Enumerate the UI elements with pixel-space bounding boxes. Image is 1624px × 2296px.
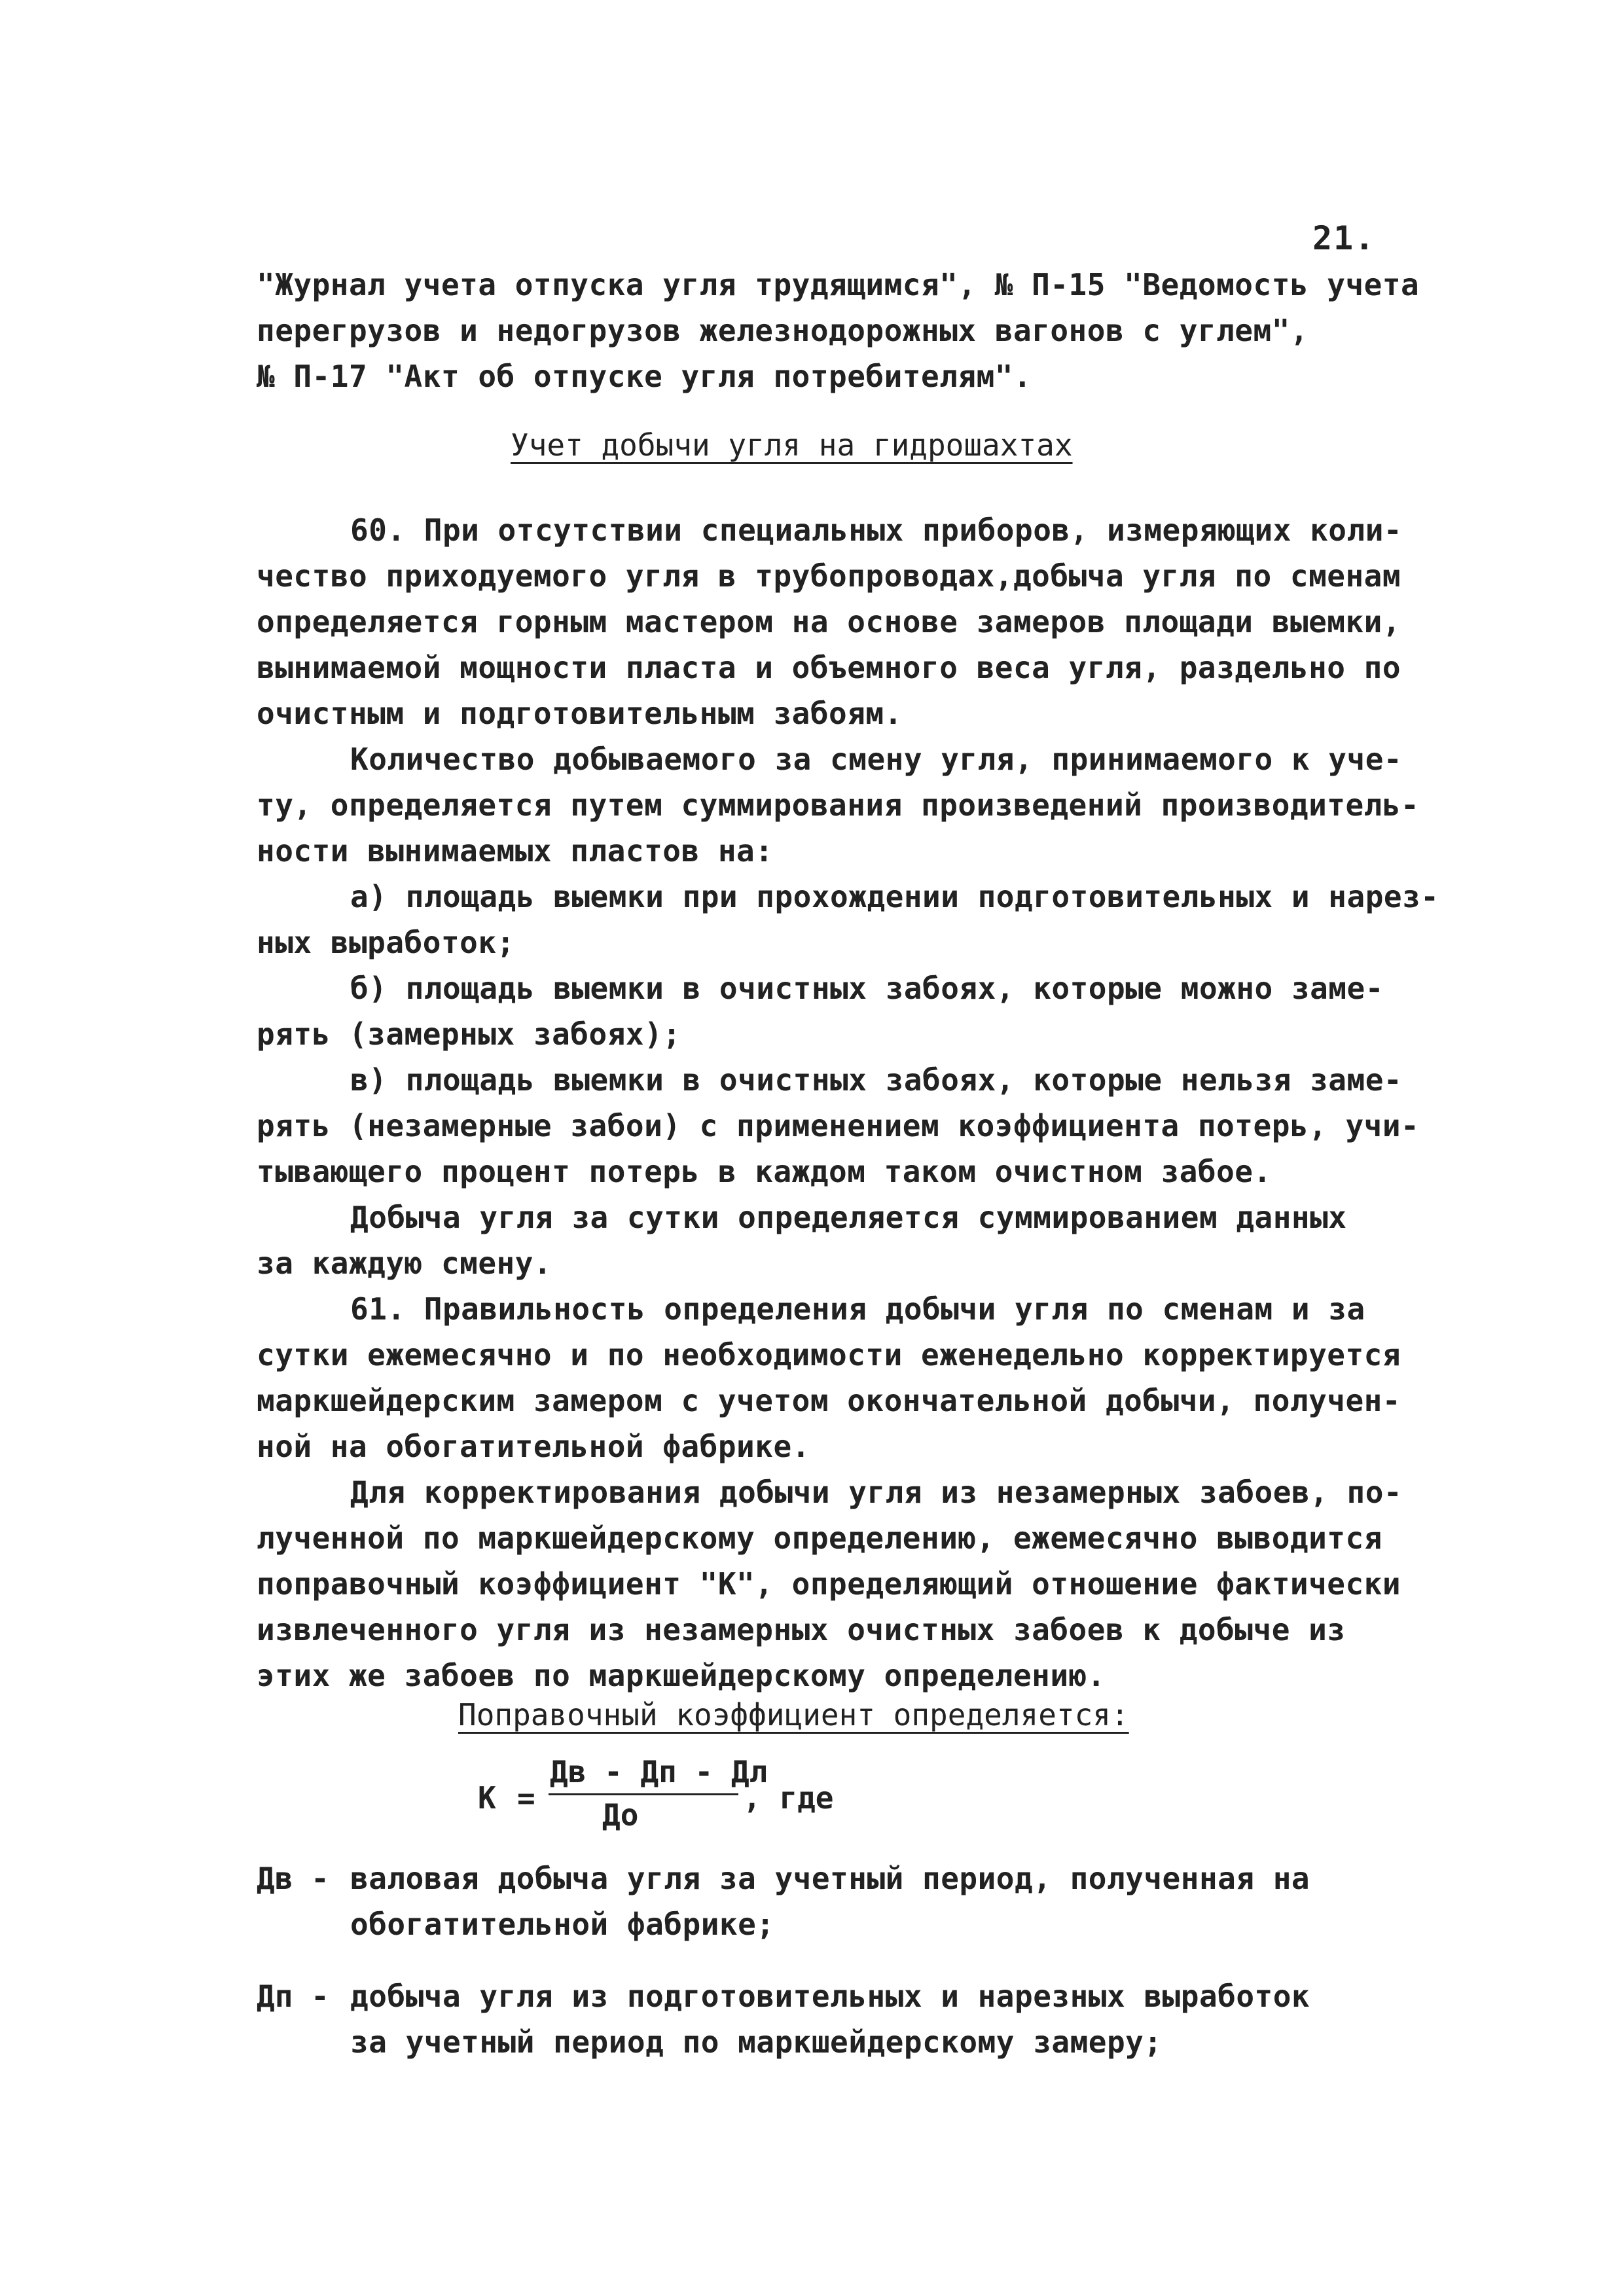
page-number: 21.: [1312, 219, 1376, 257]
formula-lhs: К: [478, 1780, 496, 1816]
text-line: № П-17 "Акт об отпуске угля потребителям".: [257, 359, 1032, 394]
text-line: Добыча угля за сутки определяется суммированием данных: [350, 1200, 1347, 1235]
text-line: за каждую смену.: [257, 1246, 552, 1281]
text-line: рять (замерных забоях);: [257, 1016, 681, 1052]
list-item: в) площадь выемки в очистных забоях, которые нельзя заме-: [350, 1062, 1403, 1098]
list-item: б) площадь выемки в очистных забоях, которые можно заме-: [350, 971, 1384, 1006]
section-heading: Учет добычи угля на гидрошахтах: [511, 427, 1073, 463]
text-line: ту, определяется путем суммирования произведений производитель-: [257, 787, 1420, 823]
fraction-bar: [549, 1793, 738, 1795]
formula-denominator: До: [602, 1797, 639, 1833]
text-line: ной на обогатительной фабрике.: [257, 1429, 810, 1464]
text-line: вынимаемой мощности пласта и объемного веса угля, раздельно по: [257, 650, 1401, 685]
text-line: поправочный коэффициент "К", определяющий отношение фактически: [257, 1566, 1401, 1602]
formula-tail: , где: [743, 1780, 834, 1816]
text-line: "Журнал учета отпуска угля трудящимся", № П-15 "Ведомость учета: [257, 267, 1420, 302]
definition-text: валовая добыча угля за учетный период, полученная на: [350, 1861, 1310, 1896]
text-line: очистным и подготовительным забоям.: [257, 696, 903, 731]
text-line: Количество добываемого за смену угля, принимаемого к уче-: [350, 742, 1403, 777]
text-line: чество приходуемого угля в трубопроводах,добыча угля по сменам: [257, 558, 1401, 594]
text-line: этих же забоев по маркшейдерскому определению.: [257, 1658, 1106, 1693]
definition-term: Дп -: [257, 1979, 329, 2014]
text-line: лученной по маркшейдерскому определению, ежемесячно выводится: [257, 1520, 1382, 1556]
text-line: 61. Правильность определения добычи угля по сменам и за: [350, 1291, 1365, 1327]
text-line: Для корректирования добычи угля из незамерных забоев, по-: [350, 1475, 1403, 1510]
definition-text: обогатительной фабрике;: [350, 1907, 775, 1942]
text-line: извлеченного угля из незамерных очистных забоев к добыче из: [257, 1612, 1346, 1647]
section-heading: Поправочный коэффициент определяется:: [458, 1697, 1129, 1732]
definition-text: добыча угля из подготовительных и нарезных выработок: [350, 1979, 1310, 2014]
text-line: 60. При отсутствии специальных приборов, измеряющих коли-: [350, 512, 1403, 548]
formula-equals: =: [517, 1780, 535, 1816]
text-line: ности вынимаемых пластов на:: [257, 833, 774, 869]
list-item: а) площадь выемки при прохождении подготовительных и нарез-: [350, 879, 1439, 914]
definition-text: за учетный период по маркшейдерскому замеру;: [350, 2024, 1163, 2060]
text-line: маркшейдерским замером с учетом окончательной добычи, получен-: [257, 1383, 1401, 1418]
text-line: определяется горным мастером на основе замеров площади выемки,: [257, 604, 1401, 639]
text-line: перегрузов и недогрузов железнодорожных вагонов с углем",: [257, 313, 1309, 348]
text-line: ных выработок;: [257, 925, 515, 960]
definition-term: Дв -: [257, 1861, 329, 1896]
formula-numerator: Дв - Дп - Дл: [550, 1754, 768, 1789]
text-line: рять (незамерные забои) с применением коэффициента потерь, учи-: [257, 1108, 1420, 1143]
text-line: сутки ежемесячно и по необходимости еженедельно корректируется: [257, 1337, 1401, 1372]
text-line: тывающего процент потерь в каждом таком очистном забое.: [257, 1154, 1272, 1189]
formula: [478, 1754, 936, 1852]
